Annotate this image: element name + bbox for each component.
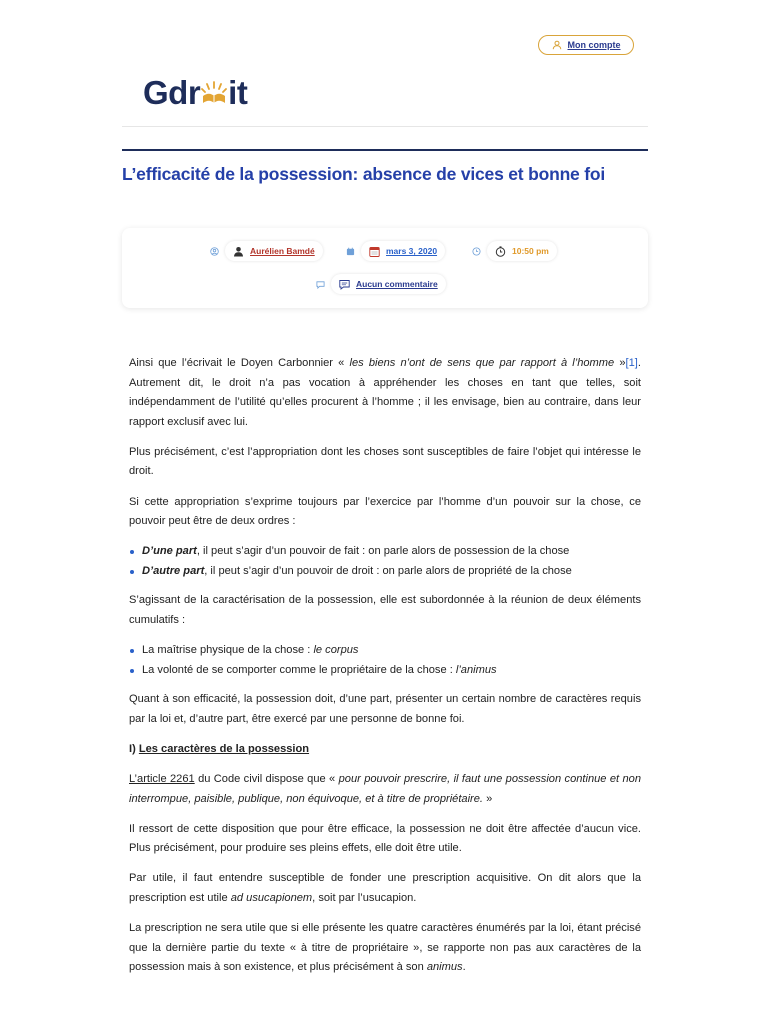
p8-text-b: , soit par l’usucapion. [312, 892, 417, 905]
list-pouvoir [129, 542, 641, 581]
account-button[interactable] [538, 35, 634, 55]
article-body [129, 354, 641, 988]
p8-italic: ad usucapionem [230, 892, 313, 905]
list-item-text: La maîtrise physique de la chose : [142, 644, 314, 657]
account-label: Mon compte [567, 40, 621, 50]
paragraph-1 [129, 354, 641, 432]
calendar-icon [369, 246, 380, 257]
logo-text-start: Gdr [143, 74, 201, 111]
p1-text-b: » [614, 357, 626, 369]
paragraph-4: S’agissant de la caractérisation de la possession, elle est subordonnée à la réunion de deux éléments cumulatifs : [129, 594, 641, 627]
section-number: I) [129, 743, 139, 755]
book-icon [201, 78, 227, 108]
list-item-text: , il peut s’agir d’un pouvoir de fait : on parle alors de possession de la chose [196, 545, 570, 558]
comment-icon [339, 279, 350, 290]
site-logo[interactable] [143, 72, 247, 114]
list-item [129, 542, 641, 562]
section-title: Les caractères de la possession [138, 743, 310, 755]
article-title: L’efficacité de la possession: absence de vices et bonne foi [122, 164, 606, 184]
author-avatar-icon [233, 246, 244, 257]
p8-text-a: Par utile, il faut entendre susceptible de fonder une prescription acquisitive. On dit alors que la prescription est utile [129, 872, 641, 905]
footnote-link[interactable]: [1] [625, 357, 638, 369]
author-pill[interactable] [225, 241, 323, 261]
article-meta [122, 228, 648, 308]
calendar-small-icon [346, 247, 355, 256]
comments-pill[interactable] [331, 274, 446, 294]
author-link[interactable]: Aurélien Bamdé [250, 246, 315, 256]
list-item [129, 661, 641, 681]
logo-text-end: it [228, 74, 248, 111]
paragraph-2: Plus précisément, c’est l’appropriation dont les choses sont susceptibles de faire l’objet qui intéresse le droit. [129, 445, 641, 478]
comment-small-icon [316, 280, 325, 289]
section-heading [129, 740, 641, 760]
p9-italic: animus [426, 961, 463, 974]
paragraph-9 [129, 919, 641, 978]
list-item-italic: le corpus [313, 644, 359, 657]
list-elements [129, 641, 641, 680]
clock-small-icon [472, 247, 481, 256]
p1-text-a: Ainsi que l’écrivait le Doyen Carbonnier « [129, 357, 350, 369]
header-divider [122, 126, 648, 127]
p9-text-a: La prescription ne sera utile que si elle présente les quatre caractères énumérés par la loi, étant précisé que la dernière partie du texte « à titre de propriétaire », se rapporte non pas aux caractères de la possession mais à son existence, et plus précisément à son [129, 922, 641, 974]
list-item-bold: D’autre part [142, 564, 205, 577]
p6-quote: pour pouvoir prescrire, il faut une possession continue et non interrompue, paisible, publique, non équivoque, et à titre de propriétaire. [129, 773, 641, 805]
comments-link[interactable]: Aucun commentaire [356, 279, 438, 289]
paragraph-3: Si cette appropriation s’exprime toujours par l’exercice par l’homme d’un pouvoir sur la chose, ce pouvoir peut être de deux ordres : [129, 495, 641, 528]
p1-quote: les biens n’ont de sens que par rapport à l’homme [349, 357, 615, 369]
time-text: 10:50 pm [512, 246, 549, 256]
p6-text-a: du Code civil dispose que « [194, 773, 339, 786]
p6-text-b: » [483, 792, 493, 805]
list-item-italic: l’animus [455, 663, 497, 676]
list-item [129, 641, 641, 661]
user-icon [552, 40, 562, 50]
user-circle-icon [210, 247, 219, 256]
time-pill [487, 241, 557, 261]
meta-comments [316, 274, 446, 294]
paragraph-8 [129, 869, 641, 908]
title-divider [122, 149, 648, 151]
meta-author [210, 241, 323, 261]
p1-text-c: . Autrement dit, le droit n’a pas vocation à appréhender les choses en tant que telles, soit indépendamment de l’utilité qu’elles procurent à l’homme ; il les envisage, bien au contraire, dans leur rapport exclusif avec lui. [129, 357, 641, 428]
meta-time [472, 241, 557, 261]
p9-text-b: . [462, 961, 466, 974]
paragraph-6 [129, 770, 641, 809]
list-item-text: , il peut s’agir d’un pouvoir de droit : on parle alors de propriété de la chose [204, 564, 572, 577]
article-2261-link[interactable]: L’article 2261 [129, 773, 195, 786]
paragraph-7: Il ressort de cette disposition que pour être efficace, la possession ne doit être affectée d’aucun vice. Plus précisément, pour produire ses pleins effets, elle doit être utile. [129, 822, 641, 855]
list-item-bold: D’une part [142, 545, 197, 558]
paragraph-5: Quant à son efficacité, la possession doit, d’une part, présenter un certain nombre de caractères requis par la loi et, d’autre part, être exercé par une personne de bonne foi. [129, 693, 641, 725]
list-item [129, 562, 641, 582]
date-pill[interactable] [361, 241, 445, 261]
date-link[interactable]: mars 3, 2020 [386, 246, 438, 256]
meta-date [346, 241, 445, 261]
clock-icon [495, 246, 506, 257]
list-item-text: La volonté de se comporter comme le propriétaire de la chose : [142, 663, 456, 676]
